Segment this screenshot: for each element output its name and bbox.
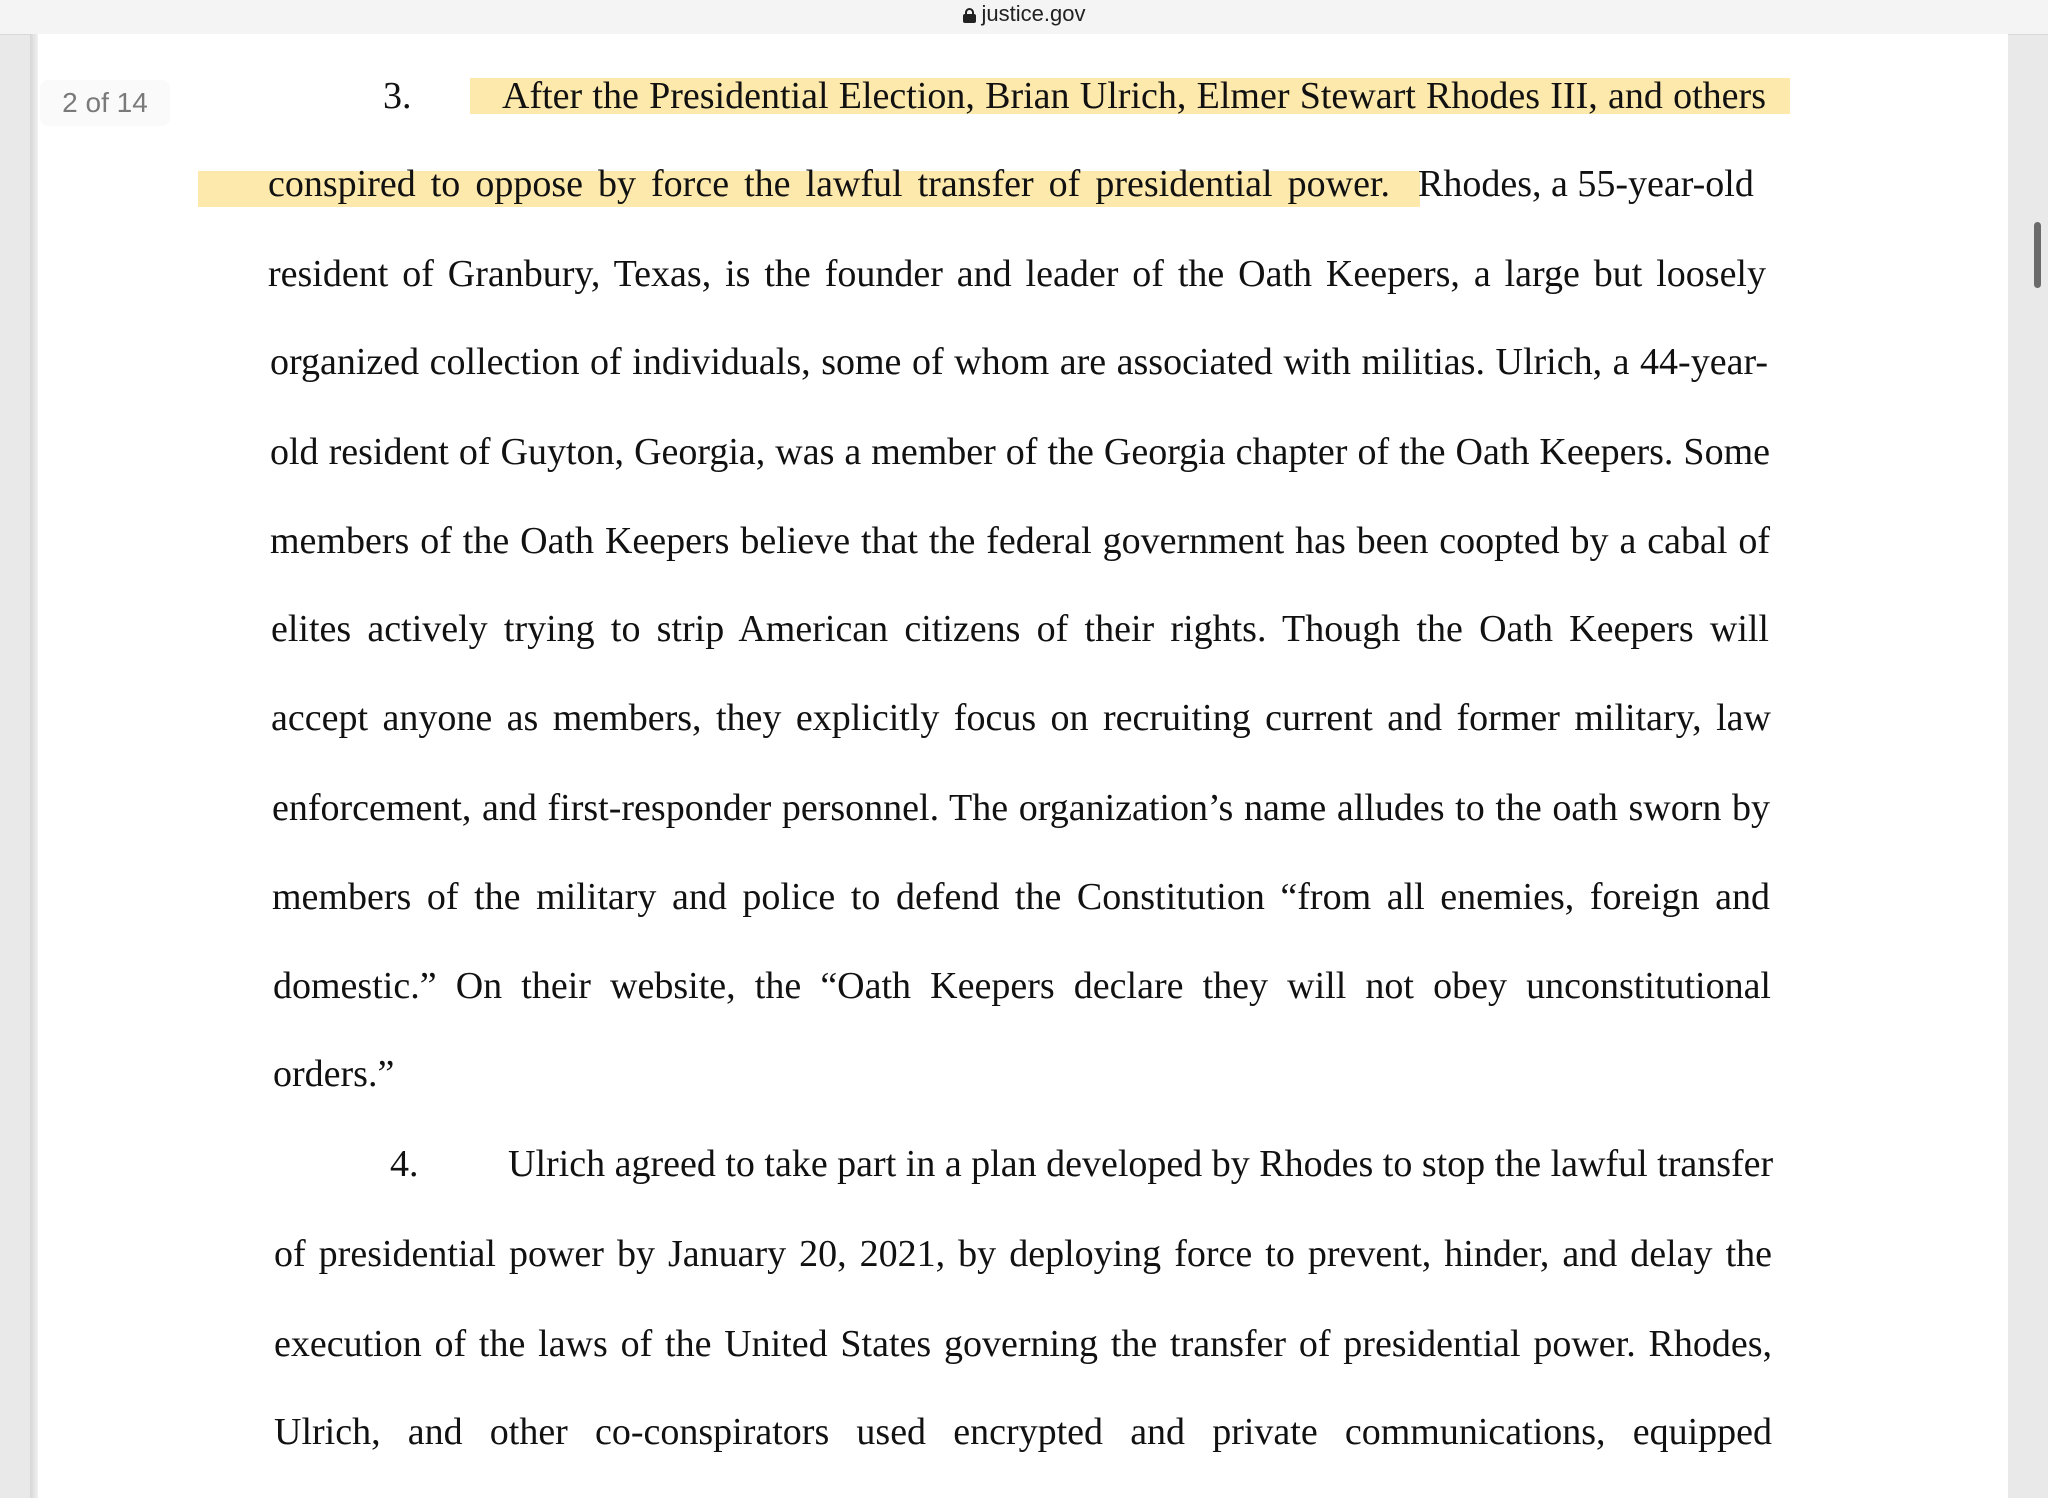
paragraph-number: 3.: [383, 75, 412, 117]
text-line: After the Presidential Election, Brian Ulrich, Elmer Stewart Rhodes III, and others: [502, 75, 1766, 117]
scrollbar-thumb[interactable]: [2034, 222, 2041, 288]
text-line: elites actively trying to strip American citizens of their rights. Though the Oath Keepers will: [271, 608, 1769, 650]
text-line: Ulrich, and other co-conspirators used encrypted and private communications, equipped: [274, 1411, 1772, 1453]
text-line: orders.”: [273, 1053, 395, 1095]
text-line: execution of the laws of the United States governing the transfer of presidential power. Rhodes,: [274, 1323, 1772, 1365]
text-line: accept anyone as members, they explicitly focus on recruiting current and former military, law: [271, 697, 1771, 739]
text-line: organized collection of individuals, some of whom are associated with militias. Ulrich, a 44-year-: [270, 341, 1768, 383]
text-line: members of the Oath Keepers believe that the federal government has been coopted by a cabal of: [270, 520, 1770, 562]
text-line: domestic.” On their website, the “Oath Keepers declare they will not obey unconstitutional: [273, 965, 1771, 1007]
text-line: Ulrich agreed to take part in a plan developed by Rhodes to stop the lawful transfer: [508, 1143, 1774, 1185]
text-line: resident of Granbury, Texas, is the founder and leader of the Oath Keepers, a large but loosely: [268, 253, 1766, 295]
text-line: conspired to oppose by force the lawful transfer of presidential power.: [268, 163, 1390, 205]
text-line: Rhodes, a 55-year-old: [1418, 163, 1754, 205]
text-line: enforcement, and first-responder personnel. The organization’s name alludes to the oath sworn by: [272, 787, 1770, 829]
page-indicator: 2 of 14: [40, 80, 170, 126]
text-line: old resident of Guyton, Georgia, was a member of the Georgia chapter of the Oath Keepers. Some: [270, 431, 1770, 473]
text-line: of presidential power by January 20, 2021, by deploying force to prevent, hinder, and delay the: [274, 1233, 1772, 1275]
text-line: members of the military and police to defend the Constitution “from all enemies, foreign and: [272, 876, 1770, 918]
paragraph-number: 4.: [390, 1143, 419, 1185]
url-text: justice.gov: [981, 1, 1086, 26]
